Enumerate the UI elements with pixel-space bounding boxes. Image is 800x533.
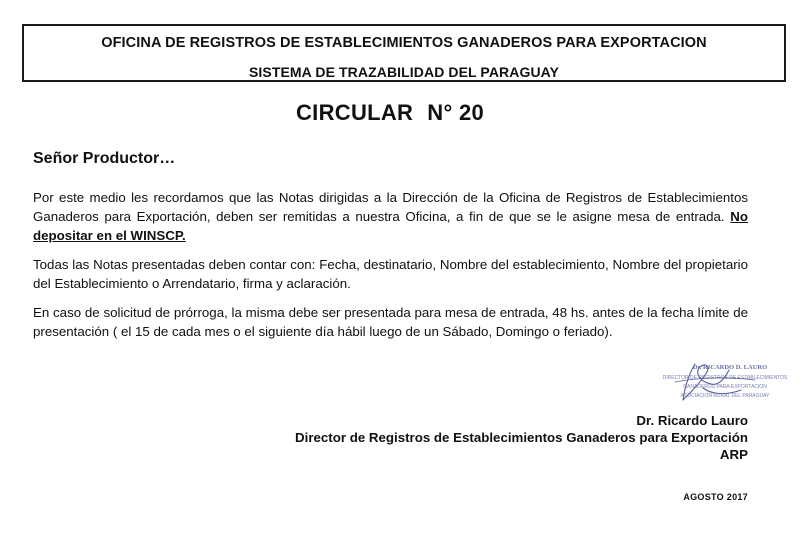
- stamp-line-4: ASOCIACION RURAL DEL PARAGUAY: [680, 393, 770, 399]
- document-date: AGOSTO 2017: [683, 492, 748, 502]
- stamp-line-2: DIRECTOR DE REGISTROS DE ESTABLECIMIENTOS: [662, 375, 788, 381]
- circular-heading: [0, 100, 780, 126]
- signatory-position: Director de Registros de Establecimientos Ganaderos para Exportación: [295, 430, 748, 445]
- paragraph-3: En caso de solicitud de prórroga, la misma debe ser presentada para mesa de entrada, 48 hs. antes de la fecha límite de presentación ( el 15 de cada mes o el siguiente día hábil luego de un Sábado, Domingo o feriado).: [33, 305, 748, 339]
- stamp-line-3: GANADEROS PARA EXPORTACION: [683, 384, 767, 390]
- system-title: SISTEMA DE TRAZABILIDAD DEL PARAGUAY: [248, 64, 560, 80]
- office-title: OFICINA DE REGISTROS DE ESTABLECIMIENTOS GANADEROS PARA EXPORTACION: [101, 35, 707, 51]
- signatory-organization: ARP: [719, 447, 748, 462]
- signatory-name: Dr. Ricardo Lauro: [636, 413, 748, 428]
- handwritten-signature: [655, 352, 775, 412]
- greeting: Señor Productor…: [33, 150, 176, 167]
- document-header: [22, 24, 786, 82]
- paragraph-1-emphasis: No depositar en el WINSCP.: [33, 209, 748, 243]
- circular-word: CIRCULAR: [295, 100, 414, 125]
- paragraph-1-text: Por este medio les recordamos que las Notas dirigidas a la Dirección de la Oficina de Registros de Establecimientos Ganaderos para Exportación, deben ser remitidas a nuestra Oficina, a fin de que se le asigne mesa de entrada.: [33, 190, 748, 224]
- stamp-line-1: Dr. RICARDO D. LAURO: [692, 364, 768, 371]
- signature-block: [295, 412, 748, 463]
- paragraph-1: [33, 188, 748, 245]
- circular-number: N° 20: [427, 100, 485, 125]
- paragraph-2: Todas las Notas presentadas deben contar con: Fecha, destinatario, Nombre del establecimiento, Nombre del propietario del Establecimiento o Arrendatario, firma y aclaración.: [33, 257, 748, 291]
